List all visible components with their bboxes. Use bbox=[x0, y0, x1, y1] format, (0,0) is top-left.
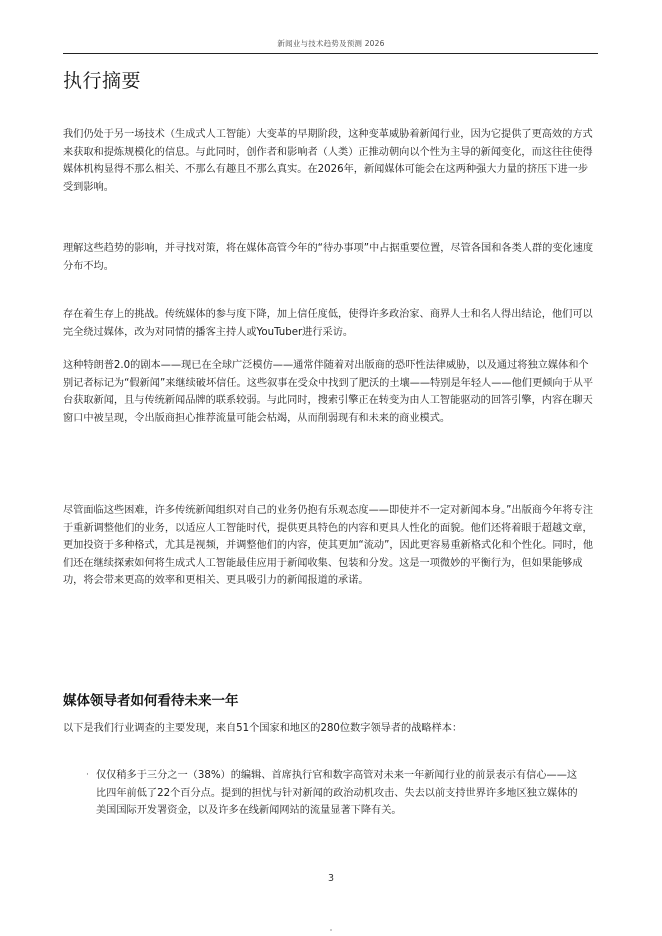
list-item-text: 仅仅稍多于三分之一（38%）的编辑、首席执行官和数字高管对未来一年新闻行业的前景表示有信心——这比四年前低了22个百分点。提到的担忧与针对新闻的政治动机攻击、失去以前支持世界许多地区独立媒体的美国国际开发署资金，以及许多在线新闻网站的流量显著下降有关。 bbox=[96, 770, 578, 817]
header-divider bbox=[63, 53, 598, 54]
paragraph-trump-playbook: 这种特朗普2.0的剧本——现已在全球广泛模仿——通常伴随着对出版商的恐吓性法律威胁，以及通过将独立媒体和个别记者标记为“假新闻”来继续破坏信任。这些叙事在受众中找到了肥沃的土壤——特别是年轻人——他们更倾向于从平台获取新闻，且与传统新闻品牌的联系较弱。与此同时，搜索引擎正在转变为由人工智能驱动的回答引擎，内容在聊天窗口中被呈现，令出版商担心推荐流量可能会枯竭，从而削弱现有和未来的商业模式。 bbox=[63, 360, 594, 424]
section-heading: 媒体领导者如何看待未来一年 bbox=[63, 693, 239, 709]
paragraph-optimism: 尽管面临这些困难，许多传统新闻组织对自己的业务仍抱有乐观态度——即使并不一定对新闻本身。”出版商今年将专注于重新调整他们的业务，以适应人工智能时代，提供更具特色的内容和更具人性化的面貌。他们还将着眼于超越文章，更加投资于多种格式，尤其是视频，并调整他们的内容，使其更加“流动”，因此更容易重新格式化和个性化。同时，他们还在继续探索如何将生成式人工智能最佳应用于新闻收集、包装和分发。这是一项微妙的平衡行为，但如果能够成功，将会带来更高的效率和更相关、更具吸引力的新闻报道的承诺。 bbox=[63, 505, 594, 587]
paragraph-intro: 我们仍处于另一场技术（生成式人工智能）大变革的早期阶段，这种变革威胁着新闻行业，因为它提供了更高效的方式来获取和提炼规模化的信息。与此同时，创作者和影响者（人类）正推动朝向以个性为主导的新闻变化，而这往往使得媒体机构显得不那么相关、不那么有趣且不那么真实。在2026年，新闻媒体可能会在这两种强大力量的挤压下进一步受到影响。 bbox=[63, 129, 593, 193]
page-number: 3 bbox=[327, 873, 335, 884]
list-item bbox=[86, 767, 586, 820]
footer-dot-icon bbox=[330, 929, 332, 931]
paragraph-existential-challenge: 存在着生存上的挑战。传统媒体的参与度下降，加上信任度低，使得许多政治家、商界人士和名人得出结论，他们可以完全绕过媒体，改为对同情的播客主持人或YouTuber进行采访。 bbox=[63, 309, 593, 338]
section-intro: 以下是我们行业调查的主要发现，来自51个国家和地区的280位数字领导者的战略样本： bbox=[63, 723, 463, 734]
page-title: 执行摘要 bbox=[63, 70, 142, 92]
bullet-marker-icon: · bbox=[86, 770, 89, 780]
paragraph-trends: 理解这些趋势的影响，并寻找对策，将在媒体高管今年的“待办事项”中占据重要位置，尽管各国和各类人群的变化速度分布不均。 bbox=[63, 243, 594, 272]
running-header: 新闻业与技术趋势及预测 2026 bbox=[277, 39, 385, 48]
